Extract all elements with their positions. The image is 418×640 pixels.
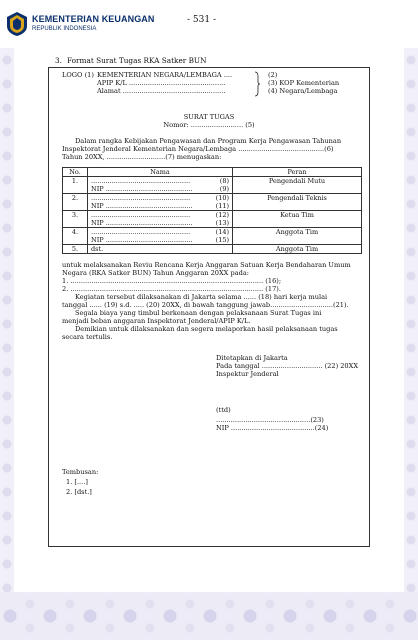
row-nip-ref: (13) — [215, 219, 229, 227]
table-row — [63, 194, 362, 203]
row-name-cell — [88, 211, 233, 220]
kop-ref-3: (3) KOP Kementerian — [268, 79, 340, 87]
intro-line-1: Dalam rangka Kebijakan Pengawasan dan Program Kerja Pengawasan Tahunan — [75, 137, 342, 145]
row-role: Pengendali Teknis — [233, 194, 362, 211]
right-border-pattern — [404, 48, 418, 592]
row-name-ref: (10) — [215, 194, 229, 202]
row-number: 3. — [63, 211, 88, 228]
row-role: Pengendali Mutu — [233, 177, 362, 194]
row-name: ................................................ — [91, 211, 191, 219]
org-subtitle: REPUBLIK INDONESIA — [32, 26, 97, 32]
section-number: 3. — [55, 56, 62, 65]
table-row — [63, 177, 362, 186]
row-number: 4. — [63, 228, 88, 245]
sign-nip: NIP ........................................(24) — [216, 424, 329, 432]
kop-line-2: APIP K/L .............................................. — [97, 79, 226, 87]
row-number: 5. — [63, 245, 88, 254]
kop-logo: LOGO (1) — [62, 71, 94, 79]
kegiatan-line-2: tanggal ...... (19) s.d. ..... (20) 20XX, di bawah tanggung jawab..............................(21). — [62, 301, 349, 309]
row-role: Ketua Tim — [233, 211, 362, 228]
tembusan-item: 1. [....] — [66, 478, 88, 486]
row-nip-ref: (15) — [215, 236, 229, 244]
section-heading — [55, 56, 206, 65]
sign-place: Ditetapkan di Jakarta — [216, 354, 288, 362]
row-nip-ref: (9) — [219, 185, 229, 193]
row-nip: NIP .......................................... — [91, 185, 193, 193]
col-no: No. — [63, 168, 88, 177]
object-item-1: 1. ............................................................................................ (16); — [62, 277, 282, 285]
table-header-row — [63, 168, 362, 177]
footer-pattern — [0, 592, 418, 640]
page-number: - 531 - — [187, 15, 216, 25]
team-table — [62, 167, 362, 254]
row-role: Anggota Tim — [233, 228, 362, 245]
brace-icon — [254, 71, 260, 97]
table-row — [63, 228, 362, 237]
intro-line-3: Tahun 20XX, ............................(7) menugaskan: — [62, 153, 222, 161]
biaya-line-1: Segala biaya yang timbul berkenaan dengan pelaksanaan Surat Tugas ini — [75, 309, 322, 317]
org-name: KEMENTERIAN KEUANGAN — [32, 14, 155, 24]
purpose-line-2: Negara (RKA Satker BUN) Tahun Anggaran 20XX pada: — [62, 269, 250, 277]
sign-position: Inspektur Jenderal — [216, 370, 279, 378]
row-nip: NIP .......................................... — [91, 236, 193, 244]
kop-line-3: Alamat ................................................. — [97, 87, 226, 95]
row-name-ref: (8) — [219, 177, 229, 185]
biaya-line-2: menjadi beban anggaran Inspektorat Jenderal/APIP K/L. — [62, 317, 251, 325]
row-nip-cell — [88, 236, 233, 245]
row-nip: NIP .......................................... — [91, 202, 193, 210]
sign-name: .............................................(23) — [216, 416, 324, 424]
row-name: ................................................ — [91, 177, 191, 185]
sign-date: Pada tanggal ............................. (22) 20XX — [216, 362, 359, 370]
row-name-cell — [88, 228, 233, 237]
org-name-block — [32, 14, 155, 33]
kemenkeu-logo-icon — [6, 11, 28, 37]
letter-number: Nomor: ......................... (5) — [163, 121, 255, 129]
row-name: dst. — [88, 245, 233, 254]
tembusan-label: Tembusan: — [62, 468, 99, 476]
kegiatan-line-1: Kegiatan tersebut dilaksanakan di Jakarta selama ...... (18) hari kerja mulai — [75, 293, 328, 301]
demikian-line-2: secara tertulis. — [62, 333, 113, 341]
row-name-ref: (12) — [215, 211, 229, 219]
object-item-2: 2. ............................................................................................ (17). — [62, 285, 281, 293]
kop-ref-4: (4) Negara/Lembaga — [268, 87, 338, 95]
tembusan-item: 2. [dst.] — [66, 488, 92, 496]
row-role: Anggota Tim — [233, 245, 362, 254]
demikian-line-1: Demikian untuk dilaksanakan dan segera melaporkan hasil pelaksanaan tugas — [75, 325, 338, 333]
table-row — [63, 211, 362, 220]
section-title: Format Surat Tugas RKA Satker BUN — [67, 56, 207, 65]
letter-title: SURAT TUGAS — [183, 113, 235, 121]
col-peran: Peran — [233, 168, 362, 177]
purpose-line-1: untuk melaksanakan Reviu Rencana Kerja Anggaran Satuan Kerja Bendaharan Umum — [62, 261, 351, 269]
row-nip-cell — [88, 202, 233, 211]
row-number: 1. — [63, 177, 88, 194]
row-name-cell — [88, 177, 233, 186]
row-nip: NIP .......................................... — [91, 219, 193, 227]
left-border-pattern — [0, 48, 14, 592]
row-nip-cell — [88, 185, 233, 194]
col-nama: Nama — [88, 168, 233, 177]
row-name-cell — [88, 194, 233, 203]
row-number: 2. — [63, 194, 88, 211]
row-name: ................................................ — [91, 228, 191, 236]
row-name-ref: (14) — [215, 228, 229, 236]
sign-ttd: (ttd) — [216, 406, 231, 414]
table-row — [63, 245, 362, 254]
row-name: ................................................ — [91, 194, 191, 202]
kop-ref-2: (2) — [268, 71, 278, 79]
row-nip-ref: (11) — [215, 202, 229, 210]
kop-line-1: KEMENTERIAN NEGARA/LEMBAGA .... — [97, 71, 233, 79]
intro-line-2: Inspektorat Jenderal Kementerian Negara/Lembaga .........................................(6) — [62, 145, 334, 153]
row-nip-cell — [88, 219, 233, 228]
